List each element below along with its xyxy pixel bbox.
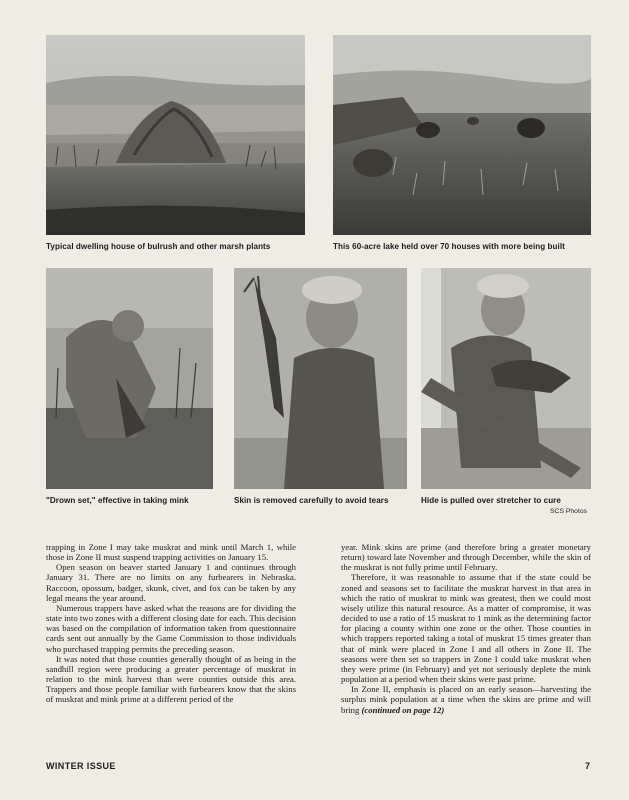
issue-label: WINTER ISSUE xyxy=(46,761,116,771)
article-paragraph: Numerous trappers have asked what the reasons are for dividing the state into two zones with a different closing date for each. This decision was based on the compilation of information taken from questionnaire cards sent out annually by the Game Commission to those individuals who purchased trapping permits the preceding season. xyxy=(46,602,296,654)
article-paragraph: trapping in Zone I may take muskrat and mink until March 1, while those in Zone II must suspend trapping activities on January 15. xyxy=(46,542,296,563)
article-column-1 xyxy=(46,542,296,705)
article-paragraph: Open season on beaver started January 1 and continues through January 31. There are no limits on any furbearers in Nebraska. Raccoon, opossum, badger, skunk, civet, and fox can be taken by any legal means the year around. xyxy=(46,562,296,603)
continued-note: (continued on page 12) xyxy=(361,704,445,715)
photo-credit: SCS Photos xyxy=(550,508,588,515)
photo-drown-set xyxy=(46,268,213,489)
article-paragraph: It was noted that those counties generally thought of as being in the sandhill region were producing a greater percentage of muskrat in relation to the mink harvest than were counties outside this area. Trappers and those people familiar with furbearers know that the skins of muskrat and mink prime at a different period of the xyxy=(46,653,296,705)
page-number: 7 xyxy=(585,761,591,771)
photo-skinning xyxy=(234,268,407,489)
article-paragraph xyxy=(341,684,591,714)
caption-lake-houses: This 60-acre lake held over 70 houses with more being built xyxy=(333,242,565,251)
article-paragraph-text: In Zone II, emphasis is placed on an early season—harvesting the surplus mink population at a time when the skins are prime and will bring xyxy=(341,684,591,715)
caption-drown-set: "Drown set," effective in taking mink xyxy=(46,496,189,505)
photo-stretcher xyxy=(421,268,591,489)
caption-muskrat-house: Typical dwelling house of bulrush and other marsh plants xyxy=(46,242,271,251)
article-paragraph: Therefore, it was reasonable to assume that if the state could be zoned and seasons set to facilitate the muskrat harvest in that area in which the ratio of muskrat to mink was greatest, then we could most wisely utilize this natural resource. As a matter of compromise, it was decided to use a ratio of 15 muskrat to 1 mink as the determining factor for placing a county within one zone or the other. Those counties in which trappers reported taking a total of muskrat 15 times greater than that of mink were placed in Zone I and all others in Zone II. The seasons were then set so trappers in Zone I could take muskrat when they were prime (in February) and yet not seriously deplete the mink population at a period when their skins were past prime. xyxy=(341,572,591,685)
caption-skinning: Skin is removed carefully to avoid tears xyxy=(234,496,389,505)
article-paragraph: year. Mink skins are prime (and therefore bring a greater monetary return) toward late November and through December, while the skin of the muskrat is not fully prime until February. xyxy=(341,542,591,573)
photo-lake-houses xyxy=(333,35,591,235)
photo-muskrat-house xyxy=(46,35,305,235)
caption-stretcher: Hide is pulled over stretcher to cure xyxy=(421,496,561,505)
article-column-2 xyxy=(341,542,591,715)
